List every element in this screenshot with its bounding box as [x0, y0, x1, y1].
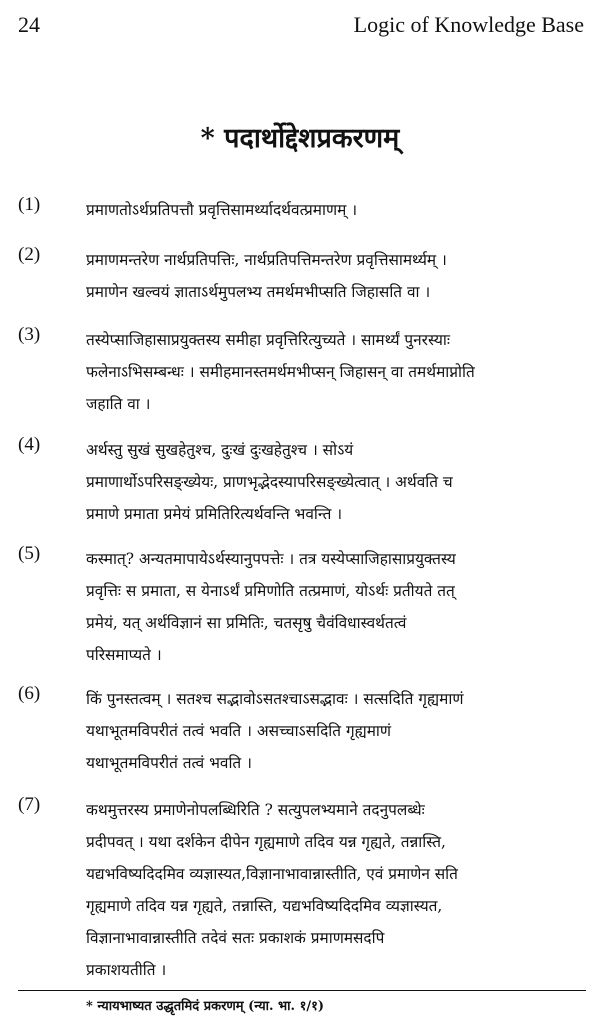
- verse-number: (3): [18, 324, 41, 345]
- verse-line: प्रकाशयतीति ।: [86, 961, 167, 979]
- verse-line: यद्यभविष्यदिदमिव व्यज्ञास्यत,विज्ञानाभावान्नास्तीति, एवं प्रमाणेन सति: [86, 865, 458, 883]
- verse-number: (4): [18, 434, 41, 455]
- verse-line: प्रदीपवत् । यथा दर्शकेन दीपेन गृह्यमाणे तदिव यन्न गृह्यते, तन्नास्ति,: [86, 833, 446, 851]
- verse-line: जहाति वा ।: [86, 395, 151, 413]
- footnote: * न्यायभाष्यत उद्धृतमिदं प्रकरणम् (न्या. भा. १/१): [86, 999, 325, 1014]
- verse-line: प्रवृत्तिः स प्रमाता, स येनाऽर्थं प्रमिणोति तत्प्रमाणं, योऽर्थः प्रतीयते तत्: [86, 582, 455, 600]
- verse-line: किं पुनस्तत्वम् । सतश्च सद्भावोऽसतश्चाऽसद्भावः । सत्सदिति गृह्यमाणं: [86, 690, 464, 708]
- verse-text: [86, 194, 586, 226]
- verse-line: तस्येप्साजिहासाप्रयुक्तस्य समीहा प्रवृत्तिरित्युच्यते । सामर्थ्यं पुनरस्याः: [86, 331, 450, 349]
- section-title: * पदार्थोद्देशप्रकरणम्: [200, 123, 400, 154]
- page-number: 24: [18, 12, 40, 37]
- verse-line: कस्मात्? अन्यतमापायेऽर्थस्यानुपपत्तेः । तत्र यस्येप्साजिहासाप्रयुक्तस्य: [86, 550, 456, 568]
- verse-number: (6): [18, 683, 41, 704]
- verse-line: गृह्यमाणे तदिव यन्न गृह्यते, तन्नास्ति, यद्यभविष्यदिदमिव व्यज्ञास्यत,: [86, 897, 443, 915]
- verse-text: [86, 434, 586, 530]
- verse-line: अर्थस्तु सुखं सुखहेतुश्च, दुःखं दुःखहेतुश्च । सोऽयं: [86, 441, 354, 459]
- verse-line: प्रमाणतोऽर्थप्रतिपत्तौ प्रवृत्तिसामर्थ्यादर्थवत्प्रमाणम् ।: [86, 201, 358, 219]
- verse-text: [86, 543, 586, 671]
- verse-number: (5): [18, 543, 41, 564]
- verse-line: प्रमाणार्थोऽपरिसङ्ख्येयः, प्राणभृद्भेदस्यापरिसङ्ख्येत्वात् । अर्थवति च: [86, 473, 453, 491]
- footnote-divider: [18, 990, 586, 991]
- verse-number: (1): [18, 194, 41, 215]
- verse-line: विज्ञानाभावान्नास्तीति तदेवं सतः प्रकाशकं प्रमाणमसदपि: [86, 929, 385, 947]
- verse-text: [86, 244, 586, 308]
- verse-number: (2): [18, 244, 41, 265]
- verse-text: [86, 683, 586, 779]
- verse-line: परिसमाप्यते ।: [86, 646, 162, 664]
- verse-line: यथाभूतमविपरीतं तत्वं भवति ।: [86, 754, 252, 772]
- verse-line: फलेनाऽभिसम्बन्धः । समीहमानस्तमर्थमभीप्सन् जिहासन् वा तमर्थमाप्नोति: [86, 363, 475, 381]
- verse-line: यथाभूतमविपरीतं तत्वं भवति । असच्चाऽसदिति गृह्यमाणं: [86, 722, 392, 740]
- verse-text: [86, 794, 586, 986]
- verse-number: (7): [18, 794, 41, 815]
- verse-line: प्रमेयं, यत् अर्थविज्ञानं सा प्रमितिः, चतसृषु चैवंविधास्वर्थतत्वं: [86, 614, 407, 632]
- verse-text: [86, 324, 586, 420]
- verse-line: प्रमाणेन खल्वयं ज्ञाताऽर्थमुपलभ्य तमर्थमभीप्सति जिहासति वा ।: [86, 283, 431, 301]
- running-title: Logic of Knowledge Base: [353, 12, 584, 37]
- verse-line: कथमुत्तरस्य प्रमाणेनोपलब्धिरिति ? सत्युपलभ्यमाने तदनुपलब्धेः: [86, 801, 425, 819]
- verse-line: प्रमाणमन्तरेण नार्थप्रतिपत्तिः, नार्थप्रतिपत्तिमन्तरेण प्रवृत्तिसामर्थ्यम् ।: [86, 251, 447, 269]
- verse-line: प्रमाणे प्रमाता प्रमेयं प्रमितिरित्यर्थवन्ति भवन्ति ।: [86, 505, 343, 523]
